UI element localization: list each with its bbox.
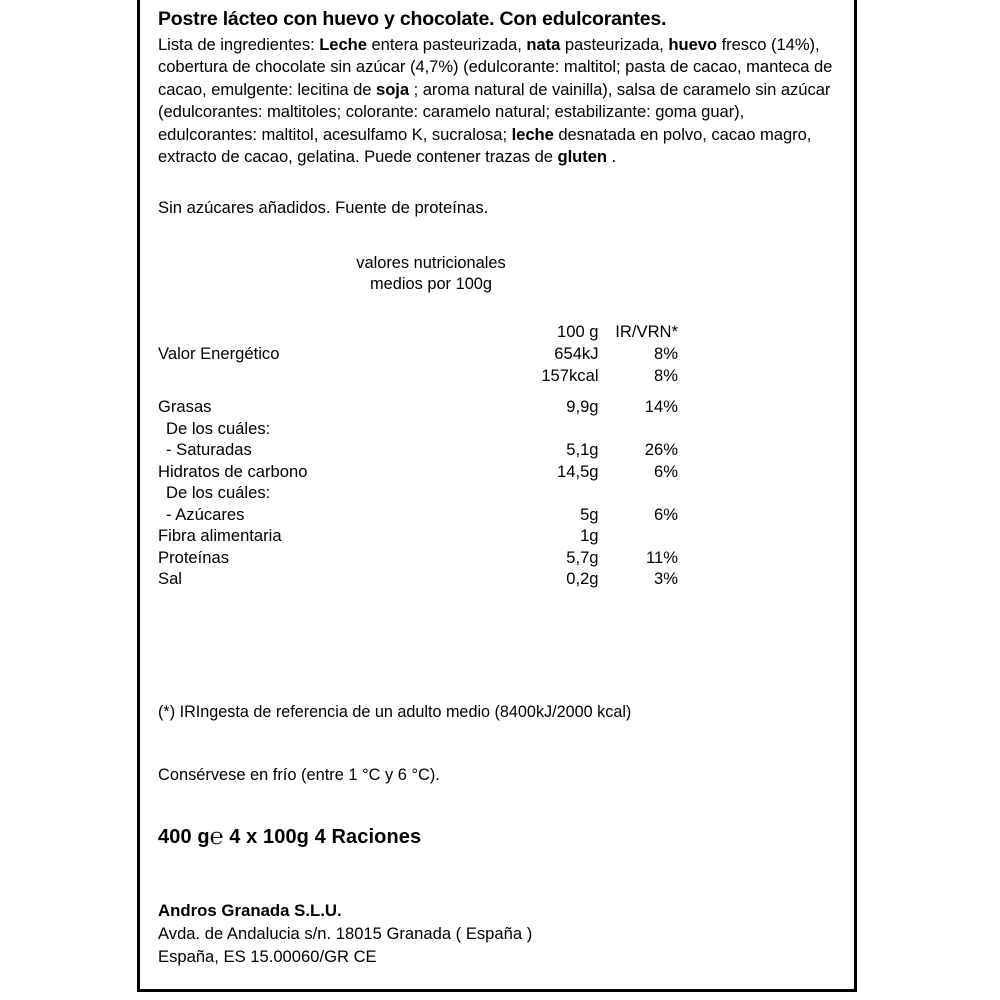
ingredients-list [158, 34, 846, 168]
manufacturer-address: Avda. de Andalucia s/n. 18015 Granada ( España ) [158, 923, 533, 943]
estimated-sign-icon: ℮ [209, 822, 224, 849]
ingredient-text: desnatada en polvo, cacao magro, extracto de cacao, gelatina. Puede contener trazas de [158, 124, 812, 167]
table-row [158, 547, 678, 569]
nutrition-heading-line-2: medios por 100g [369, 275, 493, 294]
nutrient-name: - Saturadas [166, 440, 252, 460]
nutrient-amount: 1g [580, 526, 599, 546]
nutrient-name: Grasas [158, 397, 212, 417]
nutrition-label-frame [137, 0, 857, 992]
ingredient-text: . [606, 147, 617, 167]
nutrition-heading-line-1: valores nutricionales [356, 254, 506, 273]
nutrient-amount: 0,2g [566, 569, 599, 589]
table-header-row [158, 320, 678, 343]
nutrition-table [158, 320, 678, 590]
nutrient-name: De los cuáles: [166, 483, 271, 503]
table-row [158, 525, 678, 547]
table-row [158, 439, 678, 461]
ingredient-allergen: gluten [557, 147, 607, 167]
ingredient-text: fresco (14%), cobertura de chocolate sin azúcar (4,7%) (edulcorante: maltitol; pasta de cacao, manteca de cacao, emulgente: lecitina de [158, 35, 833, 99]
net-weight-detail: 4 x 100g 4 Raciones [229, 825, 422, 848]
label-content [158, 6, 844, 989]
net-weight-line [158, 823, 844, 849]
table-row [158, 482, 678, 504]
reference-intake-footnote: (*) IRIngesta de referencia de un adulto medio (8400kJ/2000 kcal) [158, 702, 632, 721]
table-row [158, 504, 678, 526]
nutrient-reference-intake: 6% [654, 461, 678, 481]
nutrient-name: De los cuáles: [166, 418, 271, 438]
nutrient-reference-intake: 8% [654, 365, 678, 385]
ingredient-allergen: Leche [319, 35, 367, 54]
nutrient-reference-intake [599, 525, 678, 547]
nutrient-name: - Azúcares [166, 504, 245, 524]
nutrient-amount [511, 418, 598, 440]
ingredient-allergen: leche [511, 124, 554, 144]
table-row [158, 343, 678, 365]
table-row [158, 461, 678, 483]
table-spacer-row [158, 386, 678, 396]
nutrient-amount: 9,9g [566, 397, 599, 417]
header-cell-reference-intake: IR/VRN* [615, 321, 678, 341]
header-cell-per100g: 100 g [557, 321, 599, 341]
nutrient-reference-intake [599, 482, 678, 504]
nutrient-reference-intake: 14% [644, 397, 678, 417]
nutrient-name: Hidratos de carbono [158, 461, 308, 481]
nutrient-amount [511, 482, 598, 504]
nutrient-name: Sal [158, 569, 182, 589]
nutrient-reference-intake: 3% [654, 569, 678, 589]
ingredient-allergen: huevo [668, 35, 718, 54]
nutrient-reference-intake: 8% [654, 344, 678, 364]
net-weight-amount: 400 g [158, 825, 210, 848]
nutrient-name: Valor Energético [158, 344, 280, 364]
nutrient-reference-intake: 6% [654, 504, 678, 524]
nutrient-amount: 654kJ [554, 344, 599, 364]
ingredient-allergen: nata [526, 35, 561, 54]
nutrient-reference-intake [599, 418, 678, 440]
manufacturer-country-code: España, ES 15.00060/GR CE [158, 946, 377, 966]
nutrient-name: Proteínas [158, 547, 230, 567]
table-row [158, 568, 678, 590]
nutrient-amount: 14,5g [557, 461, 599, 481]
nutrient-amount: 157kcal [541, 365, 599, 385]
ingredient-text: ; aroma natural de vainilla), salsa de caramelo sin azúcar (edulcorantes: maltitoles; colorante: caramelo natural; estabilizante: goma guar), edulcorantes: maltitol, acesulfamo K, sucralosa; [158, 79, 831, 144]
nutrient-amount: 5g [580, 504, 599, 524]
nutrient-amount: 5,1g [566, 440, 599, 460]
nutrient-reference-intake: 11% [646, 547, 678, 567]
nutrient-amount: 5,7g [566, 547, 599, 567]
nutrition-table-body [158, 320, 678, 590]
nutrition-claims: Sin azúcares añadidos. Fuente de proteínas. [158, 198, 489, 218]
ingredient-allergen: soja [376, 79, 410, 99]
table-row [158, 396, 678, 418]
nutrition-table-heading [158, 253, 844, 295]
manufacturer-block [158, 899, 844, 968]
manufacturer-name: Andros Granada S.L.U. [158, 900, 342, 920]
ingredient-text: Lista de ingredientes: [158, 35, 320, 54]
product-title: Postre lácteo con huevo y chocolate. Con edulcorantes. [158, 8, 667, 30]
ingredient-text: pasteurizada, [560, 35, 669, 54]
nutrient-name: Fibra alimentaria [158, 526, 282, 546]
storage-instructions: Consérvese en frío (entre 1 °C y 6 °C). [158, 765, 440, 784]
table-row [158, 418, 678, 440]
ingredient-text: entera pasteurizada, [366, 35, 527, 54]
nutrient-reference-intake: 26% [644, 440, 678, 460]
header-cell-label [158, 320, 511, 343]
table-row [158, 365, 678, 387]
nutrient-name [158, 365, 511, 387]
table-spacer-cell [158, 386, 678, 396]
